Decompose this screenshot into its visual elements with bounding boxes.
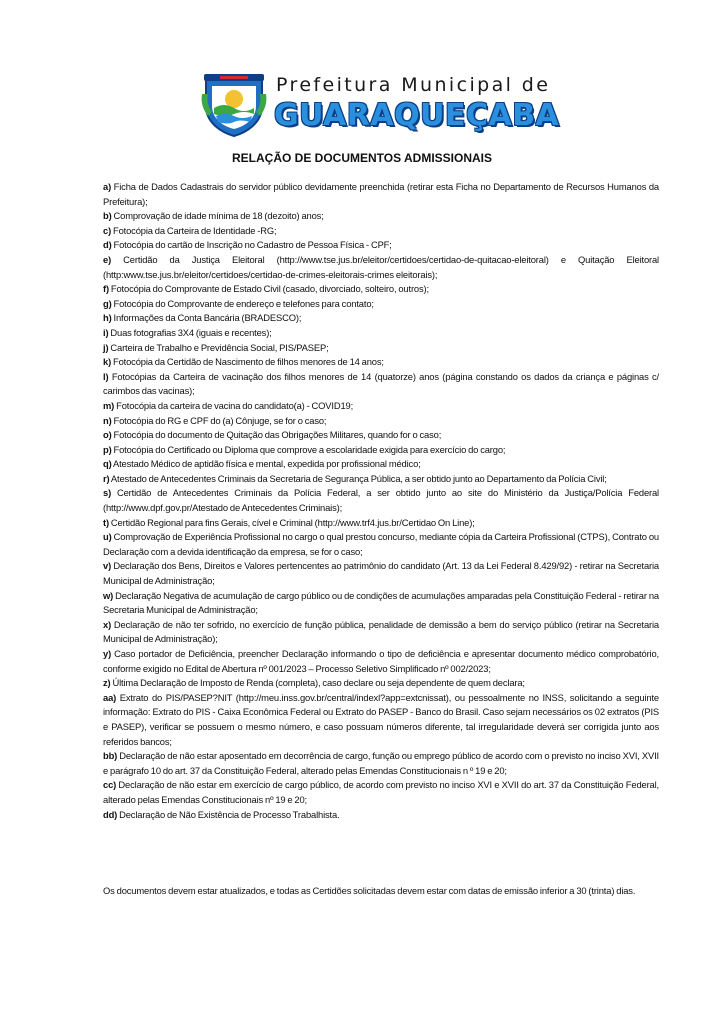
item-letter: y) — [103, 648, 112, 659]
item-text: Carteira de Trabalho e Previdência Social, PIS/PASEP; — [108, 341, 329, 353]
document-list — [103, 180, 659, 822]
item-letter: u) — [103, 531, 112, 543]
item-text: Fotocópia da Certidão de Nascimento de filhos menores de 14 anos; — [111, 356, 384, 368]
list-item — [103, 647, 659, 676]
brand-line2: GUARAQUEÇABA — [274, 98, 560, 133]
list-item — [103, 559, 659, 588]
item-text: Fotocópia do cartão de Inscrição no Cadastro de Pessoa Física - CPF; — [111, 239, 392, 251]
item-letter: z) — [103, 677, 111, 689]
item-letter: w) — [103, 589, 114, 601]
list-item — [103, 472, 659, 487]
item-text: Fotocópia do RG e CPF do (a) Cônjuge, se for o caso; — [111, 414, 327, 426]
item-text: Certidão da Justiça Eleitoral (http://www.tse.jus.br/eleitor/certidoes/certidao-de-quitacao-eleitoral) e Quitação Eleitoral (http:www.tse.jus.br/eleitor/certidoes/certidao-de-crimes-eleitorais-crimes eleitorais); — [103, 253, 659, 280]
item-text: Declaração Negativa de acumulação de cargo público ou de condições de acumulações amparadas pela Constituição Federal - retirar na Secretaria Municipal de Administração; — [103, 589, 659, 616]
list-item — [103, 282, 659, 297]
list-item — [103, 399, 659, 414]
item-letter: b) — [103, 210, 112, 222]
item-text: Fotocópia da Carteira de Identidade -RG; — [111, 224, 277, 236]
list-item — [103, 355, 659, 370]
list-item — [103, 224, 659, 239]
item-text: Declaração de não ter sofrido, no exercício de função pública, penalidade de demissão a bem do serviço público (retirar na Secretaria Municipal de Administração); — [103, 618, 659, 645]
item-text: Fotocópia da carteira de vacina do candidato(a) - COVID19; — [114, 399, 354, 411]
item-text: Caso portador de Deficiência, preencher Declaração informando o tipo de deficiência e apresentar documento médico comprobatório, conforme exigido no Edital de Abertura nº 001/2023 – Processo Seletivo Simplificado nº 002/2023; — [103, 648, 659, 674]
list-item — [103, 209, 659, 224]
item-letter: s) — [103, 487, 112, 499]
item-letter: dd) — [103, 808, 118, 820]
item-text: Duas fotografias 3X4 (iguais e recentes); — [108, 326, 272, 338]
item-text: Fotocópia do Comprovante de endereço e telefones para contato; — [111, 297, 374, 309]
item-letter: m) — [103, 399, 115, 411]
list-item — [103, 297, 659, 312]
item-letter: e) — [103, 253, 112, 265]
item-text: Declaração de não estar aposentado em decorrência de cargo, função ou emprego público de acordo com o previsto no inciso XVI, XVII e parágrafo 10 do art. 37 da Constituição Federal, alterado pelas Emendas Constitucionais n º 19 e 20; — [103, 750, 659, 776]
list-item — [103, 516, 659, 531]
item-text: Declaração de não estar em exercício de cargo público, de acordo com previsto no inciso XVI e XVII do art. 37 da Constituição Federal, alterado pelas Emendas Constitucionais nº 19 e 20; — [103, 779, 659, 805]
item-text: Declaração de Não Existência de Processo Trabalhista. — [117, 808, 340, 820]
item-letter: f) — [103, 283, 109, 295]
item-text: Comprovação de idade mínima de 18 (dezoito) anos; — [111, 210, 324, 222]
item-text: Atestado de Antecedentes Criminais da Secretaria de Segurança Pública, a ser obtido junto ao Departamento da Polícia Civil; — [109, 472, 607, 484]
list-item — [103, 808, 659, 823]
item-text: Certidão de Antecedentes Criminais da Polícia Federal, a ser obtido junto ao site do Ministério da Justiça/Polícia Federal (http://www.dpf.gov.pr/Atestado de Antecedentes Criminais); — [103, 487, 659, 514]
document-title: RELAÇÃO DE DOCUMENTOS ADMISSIONAIS — [231, 151, 492, 165]
item-text: Declaração dos Bens, Direitos e Valores pertencentes ao patrimônio do candidato (Art. 13 da Lei Federal 8.429/92) - retirar na Secretaria Municipal de Administração; — [103, 560, 659, 587]
list-item — [103, 311, 659, 326]
list-item — [103, 530, 659, 559]
item-letter: aa) — [103, 691, 117, 703]
item-text: Fotocópia do documento de Quitação das Obrigações Militares, quando for o caso; — [111, 429, 442, 441]
item-text: Informações da Conta Bancária (BRADESCO); — [111, 312, 302, 324]
list-item — [103, 370, 659, 399]
item-letter: c) — [103, 224, 112, 236]
item-letter: v) — [103, 560, 112, 572]
item-letter: k) — [103, 356, 112, 368]
list-item — [103, 676, 659, 691]
item-letter: g) — [103, 297, 112, 309]
item-letter: t) — [103, 516, 109, 528]
footer-note: Os documentos devem estar atualizados, e todas as Certidões solicitadas devem estar com datas de emissão inferior a 30 (trinta) dias. — [103, 885, 636, 896]
municipal-crest-icon — [200, 72, 268, 138]
item-letter: i) — [103, 326, 109, 338]
item-text: Extrato do PIS/PASEP?NIT (http://meu.inss.gov.br/central/indexl?app=extcnissat), ou pessoalmente no INSS, solicitando a seguinte informação: Extrato do PIS - Caixa Econômica Federal ou Extrato do PASEP - Banco do Brasil. Caso sejam necessários os 02 extratos (PIS e PASEP), verificar se possuem o mesmo número, e caso possuam números diferente, tal irregularidade deverá ser corrigida junto aos referidos bancos; — [103, 691, 659, 747]
list-item — [103, 691, 659, 749]
list-item — [103, 457, 659, 472]
list-item — [103, 414, 659, 429]
list-item — [103, 238, 659, 253]
item-letter: bb) — [103, 750, 118, 762]
item-letter: q) — [103, 458, 112, 470]
list-item — [103, 253, 659, 282]
item-letter: n) — [103, 414, 112, 426]
list-item — [103, 589, 659, 618]
brand-line1: Prefeitura Municipal de — [276, 74, 551, 96]
list-item — [103, 341, 659, 356]
list-item — [103, 180, 659, 209]
list-item — [103, 618, 659, 647]
item-letter: cc) — [103, 779, 117, 791]
item-letter: x) — [103, 618, 112, 630]
list-item — [103, 749, 659, 778]
item-text: Certidão Regional para fins Gerais, cível e Criminal (http://www.trf4.jus.br/Certidao On Line); — [108, 516, 475, 528]
item-text: Ficha de Dados Cadastrais do servidor público devidamente preenchida (retirar esta Ficha no Departamento de Recursos Humanos da Prefeitura); — [103, 181, 659, 207]
item-letter: h) — [103, 312, 112, 324]
item-letter: d) — [103, 239, 112, 251]
list-item — [103, 428, 659, 443]
item-letter: l) — [103, 370, 109, 382]
list-item — [103, 778, 659, 807]
item-letter: a) — [103, 181, 112, 192]
item-letter: r) — [103, 472, 110, 484]
item-letter: o) — [103, 429, 112, 441]
item-text: Fotocópia do Certificado ou Diploma que comprove a escolaridade exigida para exercício do cargo; — [111, 443, 506, 455]
item-letter: p) — [103, 443, 112, 455]
list-item — [103, 443, 659, 458]
item-text: Fotocópias da Carteira de vacinação dos filhos menores de 14 (quatorze) anos (página constando os dados da criança e páginas c/ carimbos das vacinas); — [103, 370, 659, 397]
list-item — [103, 326, 659, 341]
item-text: Comprovação de Experiência Profissional no cargo o qual prestou concurso, mediante cópia da Carteira Profissional (CTPS), Contrato ou Declaração com a devida identificação da empresa, se for o caso; — [103, 531, 659, 557]
letterhead — [200, 72, 560, 142]
item-letter: j) — [103, 341, 109, 353]
item-text: Fotocópia do Comprovante de Estado Civil (casado, divorciado, solteiro, outros); — [108, 283, 429, 295]
list-item — [103, 486, 659, 515]
item-text: Atestado Médico de aptidão física e mental, expedida por profissional médico; — [111, 458, 421, 470]
item-text: Última Declaração de Imposto de Renda (completa), caso declare ou seja dependente de quem declara; — [110, 677, 525, 689]
